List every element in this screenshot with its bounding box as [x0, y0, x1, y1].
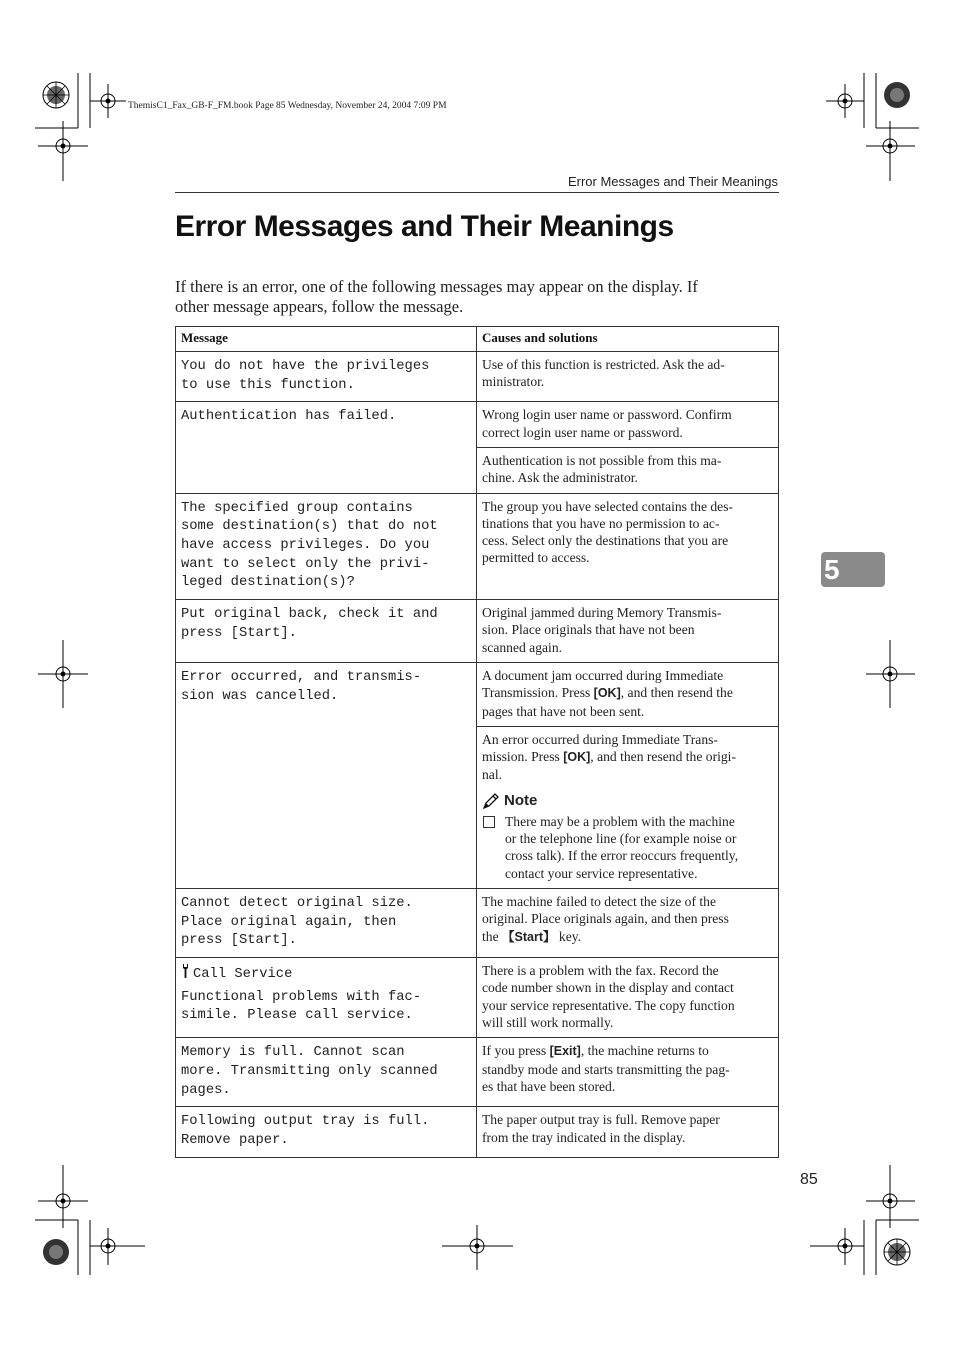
table-row [176, 1107, 779, 1157]
solution-line: sion. Place originals that have not been [482, 622, 695, 638]
message-line: Error occurred, and transmis- [181, 670, 422, 685]
solution-text: , and then resend the origi- [590, 749, 736, 765]
message-line: Cannot detect original size. [181, 895, 413, 911]
message-cell [176, 888, 477, 957]
header-rule [175, 192, 779, 193]
page-title: Error Messages and Their Meanings [175, 210, 674, 243]
solution-cell [477, 402, 779, 448]
solution-line: tinations that you have no permission to ac- [482, 515, 720, 531]
message-line: some destination(s) that do not [181, 519, 438, 535]
solution-text: the [482, 928, 503, 944]
solution-line: ministrator. [482, 374, 545, 390]
message-line: have access privileges. Do you [181, 538, 430, 553]
solution-line: from the tray indicated in the display. [482, 1129, 686, 1145]
message-cell [176, 493, 477, 600]
solution-cell [477, 888, 779, 957]
registration-target-icon [38, 121, 88, 181]
solution-line: pages that have not been sent. [482, 703, 645, 719]
message-line: simile. Please call service. [181, 1008, 413, 1024]
note-text [505, 813, 738, 882]
message-line: press [Start]. [181, 625, 297, 641]
table-row [176, 958, 779, 1038]
solution-line [482, 748, 773, 766]
solution-cell [477, 1107, 779, 1157]
message-line: Authentication has failed. [181, 409, 397, 425]
message-line: want to select only the privi- [181, 556, 430, 572]
intro-line: If there is an error, one of the following messages may appear on the display. If [175, 277, 698, 296]
solution-line [482, 684, 773, 702]
running-head: Error Messages and Their Meanings [567, 174, 778, 189]
message-line: press [Start]. [181, 933, 297, 949]
start-key-label: 【Start】 [502, 929, 556, 944]
solution-cell [477, 600, 779, 663]
registration-target-icon [810, 1228, 864, 1265]
star-target-icon [43, 1239, 69, 1265]
table-row [176, 663, 779, 727]
note-line: contact your service representative. [505, 865, 698, 881]
error-messages-table [175, 326, 779, 1158]
chapter-number: 5 [824, 554, 840, 585]
table-row [176, 493, 779, 600]
message-line: Remove paper. [181, 1133, 289, 1149]
solution-line: original. Place originals again, and then press [482, 911, 729, 927]
solution-line: The group you have selected contains the des- [482, 498, 734, 514]
note-title: Note [504, 792, 538, 810]
solution-cell [477, 1038, 779, 1107]
message-line: more. Transmitting only scanned [181, 1063, 438, 1079]
exit-key-label: [Exit] [549, 1044, 581, 1059]
solution-line: permitted to access. [482, 550, 590, 566]
message-line [181, 964, 471, 985]
header-message: Message [176, 327, 477, 352]
solution-line: scanned again. [482, 639, 563, 655]
note-line: or the telephone line (for example noise or [505, 831, 737, 847]
message-line: Memory is full. Cannot scan [181, 1045, 405, 1061]
pencil-icon [482, 792, 500, 810]
message-line: The specified group contains [181, 500, 413, 516]
solution-line [482, 1042, 773, 1060]
chapter-tab [821, 552, 885, 587]
message-line: You do not have the privileges [181, 359, 430, 374]
note-item [482, 813, 773, 882]
solution-line: An error occurred during Immediate Trans- [482, 731, 718, 747]
message-cell [176, 352, 477, 402]
checkbox-bullet-icon [483, 816, 495, 828]
solution-cell [477, 726, 779, 888]
star-target-icon [884, 1239, 910, 1265]
wrench-icon [181, 964, 190, 978]
call-service-label: Call Service [193, 967, 293, 983]
star-target-icon [884, 82, 910, 108]
solution-line: A document jam occurred during Immediate [482, 668, 724, 683]
registration-target-icon [866, 1165, 915, 1228]
message-cell [176, 958, 477, 1038]
intro-line: other message appears, follow the message. [175, 297, 464, 316]
table-row [176, 600, 779, 663]
solution-cell [477, 448, 779, 494]
solution-text: mission. Press [482, 749, 564, 765]
message-line: leged destination(s)? [181, 575, 355, 591]
message-line: Put original back, check it and [181, 607, 438, 623]
message-cell [176, 402, 477, 493]
solution-line: cess. Select only the destinations that you are [482, 533, 729, 549]
solution-line: The machine failed to detect the size of the [482, 893, 717, 909]
note-line: cross talk). If the error reoccurs frequently, [505, 848, 739, 864]
table-row [176, 402, 779, 448]
table-header-row [176, 327, 779, 352]
page-number: 85 [800, 1171, 818, 1188]
solution-line: Wrong login user name or password. Confirm [482, 407, 732, 423]
solution-text: key. [555, 928, 582, 944]
message-cell [176, 1038, 477, 1107]
ok-key-label: [OK] [593, 686, 621, 701]
star-target-icon [43, 82, 69, 108]
note-line: There may be a problem with the machine [505, 813, 735, 829]
table-row [176, 352, 779, 402]
message-line: sion was cancelled. [181, 688, 339, 704]
registration-target-icon [38, 1165, 88, 1228]
ok-key-label: [OK] [563, 750, 591, 765]
solution-line: Original jammed during Memory Transmis- [482, 605, 722, 621]
registration-target-icon [90, 1228, 145, 1265]
header-causes: Causes and solutions [477, 327, 779, 352]
solution-cell [477, 958, 779, 1038]
message-line: pages. [181, 1082, 231, 1098]
solution-text: , and then resend the [620, 685, 733, 701]
solution-line: Authentication is not possible from this ma- [482, 453, 722, 468]
solution-line: There is a problem with the fax. Record the [482, 963, 719, 979]
solution-line: correct login user name or password. [482, 424, 683, 440]
message-cell [176, 663, 477, 889]
solution-line: your service representative. The copy function [482, 997, 735, 1013]
solution-line: es that have been stored. [482, 1078, 616, 1094]
message-line: Functional problems with fac- [181, 989, 422, 1005]
table-row [176, 1038, 779, 1107]
message-cell [176, 600, 477, 663]
solution-line: Use of this function is restricted. Ask the ad- [482, 357, 725, 372]
message-line: Place original again, then [181, 914, 397, 930]
solution-line: standby mode and starts transmitting the pag- [482, 1061, 730, 1077]
solution-line: nal. [482, 767, 503, 783]
message-line: Following output tray is full. [181, 1114, 430, 1130]
solution-text: If you press [482, 1043, 550, 1059]
solution-cell [477, 493, 779, 600]
message-cell [176, 1107, 477, 1157]
message-line: to use this function. [181, 377, 355, 393]
solution-line: The paper output tray is full. Remove paper [482, 1112, 720, 1128]
table-row [176, 888, 779, 957]
solution-text: , the machine returns to [580, 1043, 709, 1059]
solution-cell [477, 352, 779, 402]
solution-line: chine. Ask the administrator. [482, 470, 638, 486]
intro-paragraph [175, 277, 779, 317]
solution-line: will still work normally. [482, 1014, 614, 1030]
file-info: ThemisC1_Fax_GB-F_FM.book Page 85 Wednesday, November 24, 2004 7:09 PM [128, 101, 447, 111]
solution-line: code number shown in the display and contact [482, 980, 734, 996]
note-heading [482, 792, 773, 810]
registration-target-icon [866, 121, 915, 181]
solution-line [482, 928, 773, 946]
solution-cell [477, 663, 779, 727]
solution-text: Transmission. Press [482, 685, 594, 701]
